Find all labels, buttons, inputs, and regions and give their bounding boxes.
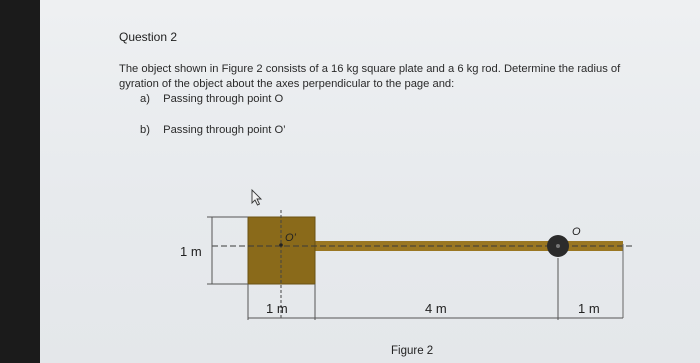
dim-rod-length-label: 4 m [425, 301, 447, 316]
part-b-label: b) [140, 124, 150, 136]
mouse-cursor-icon [252, 190, 261, 205]
part-a-label: a) [140, 93, 150, 105]
dim-plate-height-label: 1 m [180, 244, 202, 259]
part-b-text: Passing through point O’ [163, 124, 286, 136]
dim-plate-width-label: 1 m [266, 301, 288, 316]
question-heading: Question 2 [119, 30, 178, 44]
part-a-text: Passing through point O [163, 93, 284, 105]
point-o-prime-marker [279, 243, 283, 247]
point-o-prime-label: O’ [285, 232, 296, 244]
pivot-o-center [556, 244, 560, 248]
dimension-plate-height [207, 217, 248, 284]
pivot-o-label: O [572, 226, 581, 238]
question-text: The object shown in Figure 2 consists of a 16 kg square plate and a 6 kg rod. Determine the radius of gyration of the object about the axes perpendicular to the page and: [119, 63, 621, 90]
dim-rod-end-label: 1 m [578, 301, 600, 316]
figure-caption: Figure 2 [391, 345, 434, 357]
